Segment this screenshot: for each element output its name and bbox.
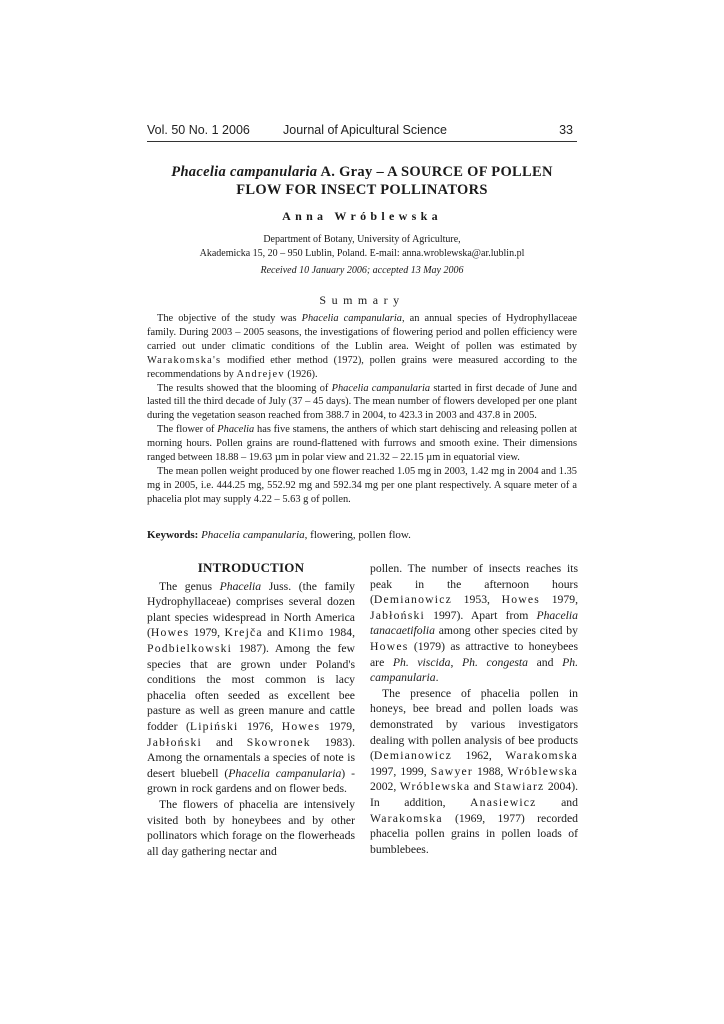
- summary-paragraph: The objective of the study was Phacelia campanularia, an annual species of Hydrophyllaceae family. During 2003 – 2005 seasons, the investigations of flowering period and pollen efficiency were carried out under climatic conditions of the Lublin area. Weight of pollen was estimated by Warakomska's modified ether method (1972), pollen grains were measured according to the recommendations by Andrejev (1926).: [147, 313, 577, 380]
- page-number: 33: [559, 123, 573, 137]
- body-paragraph: The presence of phacelia pollen in honeys, bee bread and pollen loads was demonstrated by various investigators dealing with pollen analysis of bee products (Demianowicz 1962, Warakomska 1997, 1999, Sawyer 1988, Wróblewska 2002, Wróblewska and Stawiarz 2004). In addition, Anasiewicz and Warakomska (1969, 1977) recorded phacelia pollen grains in pollen loads of bumblebees.: [370, 686, 579, 856]
- keyword-species: Phacelia campanularia: [201, 529, 305, 541]
- title-species: Phacelia campanularia: [171, 164, 318, 180]
- body-paragraph: The genus Phacelia Juss. (the family Hydrophyllaceae) comprises several dozen plant species widespread in North America (Howes 1979, Krejča and Klimo 1984, Podbielkowski 1987). Among the few species that are grown under Poland's conditions the most common is lacy phacelia often seeded as excellent bee pasture as well as green manure and cattle fodder (Lipiński 1976, Howes 1979, Jabłoński and Skowronek 1983). Among the ornamentals a species of note is desert bluebell (Phacelia campanularia) - grown in rock gardens and on flower beds.: [147, 579, 356, 796]
- body-paragraph: pollen. The number of insects reaches its peak in the afternoon hours (Demianowicz 1953, Howes 1979, Jabłoński 1997). Apart from Phacelia tanacaetifolia among other species cited by Howes (1979) as attractive to honeybees are Ph. viscida, Ph. congesta and Ph. campanularia.: [370, 562, 578, 685]
- body-paragraph: The flowers of phacelia are intensively visited both by honeybees and by other pollinators which forage on the flowerheads all day gathering nectar and: [147, 797, 355, 858]
- right-column: [370, 561, 578, 857]
- title-line-1: [147, 163, 577, 181]
- summary-paragraph: The mean pollen weight produced by one flower reached 1.05 mg in 2003, 1.42 mg in 2004 and 1.35 mg in 2005, i.e. 444.25 mg, 552.92 mg and 592.34 mg per one plant respectively. A square meter of a phacelia plot may supply 4.22 – 5.63 g of pollen.: [147, 465, 577, 505]
- keywords-label: Keywords:: [147, 529, 199, 541]
- title-rest: A. Gray – A SOURCE OF POLLEN: [317, 164, 553, 180]
- affiliation-line-1: Department of Botany, University of Agriculture,: [263, 234, 461, 245]
- affiliation-line-2: Akademicka 15, 20 – 950 Lublin, Poland. E-mail: anna.wroblewska@ar.lublin.pl: [199, 248, 525, 259]
- article-title: [147, 163, 577, 199]
- affiliation: [147, 233, 577, 261]
- volume-info: Vol. 50 No. 1 2006: [147, 123, 250, 137]
- summary-heading: Summary: [319, 293, 405, 307]
- summary-paragraph: The results showed that the blooming of Phacelia campanularia started in first decade of June and lasted till the third decade of July (37 – 45 days). The mean number of flowers developed per one plant during the vegetation season reached from 388.7 in 2004, to 423.3 in 2003 and 437.8 in 2005.: [147, 382, 577, 422]
- received-dates: Received 10 January 2006; accepted 13 May 2006: [260, 265, 464, 276]
- keywords-line: [147, 529, 577, 541]
- author-name: Anna Wróblewska: [282, 209, 442, 223]
- keywords-rest: , flowering, pollen flow.: [304, 529, 411, 541]
- title-line-2: FLOW FOR INSECT POLLINATORS: [236, 182, 488, 198]
- running-header: [147, 123, 577, 142]
- summary-paragraph: The flower of Phacelia has five stamens, the anthers of which start dehiscing and releasing pollen at morning hours. Pollen grains are round-flattened with furrows and smooth exine. Their dimensions ranged between 18.88 – 19.63 µm in polar view and 21.32 – 22.15 µm in equatorial view.: [147, 424, 577, 464]
- journal-name: Journal of Apicultural Science: [283, 123, 447, 137]
- introduction-heading: INTRODUCTION: [197, 560, 305, 575]
- left-column: [147, 560, 355, 859]
- summary-text: [147, 312, 577, 507]
